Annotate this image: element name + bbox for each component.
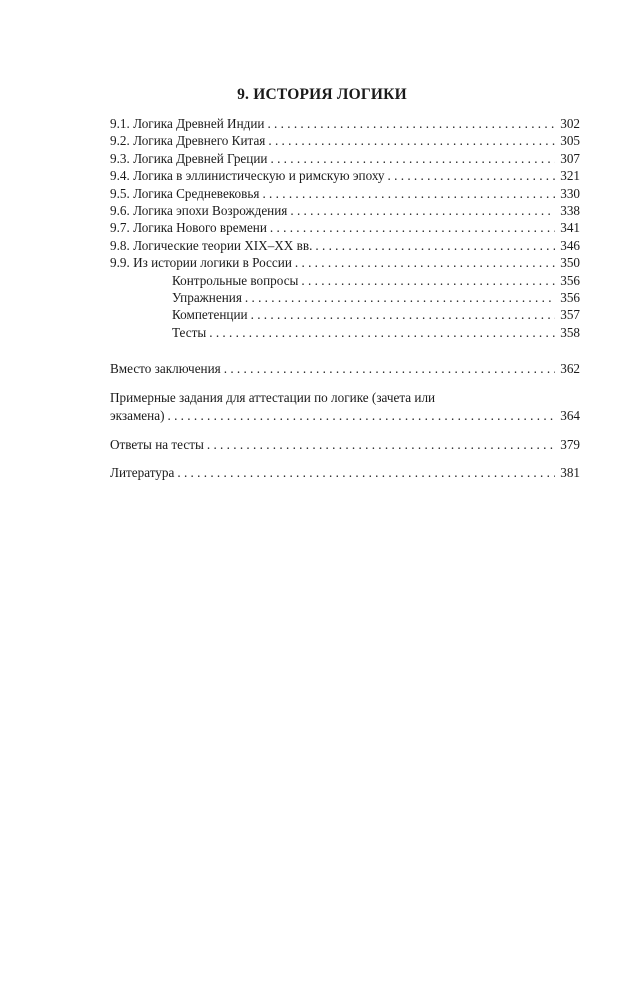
chapter-title: 9. ИСТОРИЯ ЛОГИКИ: [237, 86, 407, 103]
toc-entry-label: Упражнения: [172, 290, 242, 306]
toc-entry-page: 346: [560, 237, 580, 253]
toc-entry[interactable]: [110, 202, 580, 219]
dot-leader: [251, 306, 555, 323]
dot-leader: [267, 115, 555, 132]
dot-leader: [262, 185, 555, 202]
toc-entry-continuation: [110, 407, 580, 424]
toc-entry[interactable]: [110, 115, 580, 132]
toc-entry-label: Ответы на тесты: [110, 436, 204, 452]
toc-entry-page: 341: [560, 220, 580, 236]
toc-entry-page: 362: [560, 361, 580, 377]
spacer: [110, 425, 580, 436]
table-of-contents: [110, 115, 580, 481]
toc-entry-page: 305: [560, 133, 580, 149]
toc-entry-label: 9.7. Логика Нового времени: [110, 220, 267, 236]
dot-leader: [290, 202, 555, 219]
toc-entry-page: 358: [560, 324, 580, 340]
dot-leader: [209, 324, 555, 341]
toc-entry-label: Литература: [110, 465, 175, 480]
toc-entry-label: 9.3. Логика Древней Греции: [110, 150, 268, 166]
dot-leader: [177, 464, 555, 481]
toc-entry-label: 9.9. Из истории логики в России: [110, 255, 292, 271]
dot-leader: [388, 167, 555, 184]
toc-entry-label: 9.8. Логические теории XIX–XX вв.: [110, 237, 313, 253]
toc-entry-page: 364: [560, 408, 580, 424]
toc-entry-label: Тесты: [172, 324, 207, 340]
toc-subentry[interactable]: [110, 289, 580, 306]
toc-entry-label: 9.1. Логика Древней Индии: [110, 116, 265, 131]
toc-entry-label: 9.5. Логика Средневековья: [110, 185, 260, 201]
dot-leader: [224, 360, 555, 377]
toc-entry-page: 379: [560, 436, 580, 452]
dot-leader: [270, 219, 555, 236]
toc-subentry[interactable]: [110, 324, 580, 341]
dot-leader: [270, 150, 555, 167]
toc-subentry[interactable]: [110, 306, 580, 323]
subsection-list: [110, 272, 580, 342]
toc-entry-page: 330: [560, 185, 580, 201]
toc-entry[interactable]: [110, 185, 580, 202]
toc-subentry[interactable]: [110, 272, 580, 289]
toc-entry-label: Компетенции: [172, 307, 248, 323]
spacer: [110, 378, 580, 389]
section-list: [110, 115, 580, 272]
toc-entry-literature[interactable]: [110, 464, 580, 481]
spacer: [110, 453, 580, 464]
toc-entry-page: 357: [560, 307, 580, 323]
toc-entry[interactable]: [110, 132, 580, 149]
toc-entry[interactable]: [110, 150, 580, 167]
dot-leader: [295, 254, 555, 271]
toc-entry-page: 350: [560, 255, 580, 271]
toc-entry-page: 338: [560, 203, 580, 219]
toc-entry[interactable]: [110, 167, 580, 184]
toc-entry-label: 9.4. Логика в эллинистическую и римскую эпоху: [110, 168, 385, 184]
dot-leader: [301, 272, 555, 289]
toc-entry-label: Контрольные вопросы: [172, 272, 299, 288]
toc-entry-answers[interactable]: [110, 436, 580, 453]
toc-entry-label: Вместо заключения: [110, 361, 221, 377]
dot-leader: [167, 407, 555, 424]
toc-entry-attestation[interactable]: [110, 389, 580, 425]
toc-entry-page: 302: [560, 116, 580, 131]
toc-entry-page: 356: [560, 290, 580, 306]
toc-entry-page: 321: [560, 168, 580, 184]
dot-leader: [207, 436, 555, 453]
spacer: [110, 341, 580, 360]
dot-leader: [268, 132, 555, 149]
toc-entry[interactable]: [110, 254, 580, 271]
toc-entry-label: 9.6. Логика эпохи Возрождения: [110, 203, 288, 219]
toc-entry-conclusion[interactable]: [110, 360, 580, 377]
toc-entry-page: 307: [560, 150, 580, 166]
toc-entry-label: экзамена): [110, 408, 165, 424]
toc-entry-label-line: Примерные задания для аттестации по логике (зачета или: [110, 389, 436, 405]
dot-leader: [245, 289, 555, 306]
toc-entry[interactable]: [110, 237, 580, 254]
toc-entry-label: 9.2. Логика Древнего Китая: [110, 133, 266, 149]
dot-leader: [315, 237, 555, 254]
toc-entry[interactable]: [110, 219, 580, 236]
toc-entry-page: 356: [560, 272, 580, 288]
toc-entry-page: 381: [560, 465, 580, 480]
